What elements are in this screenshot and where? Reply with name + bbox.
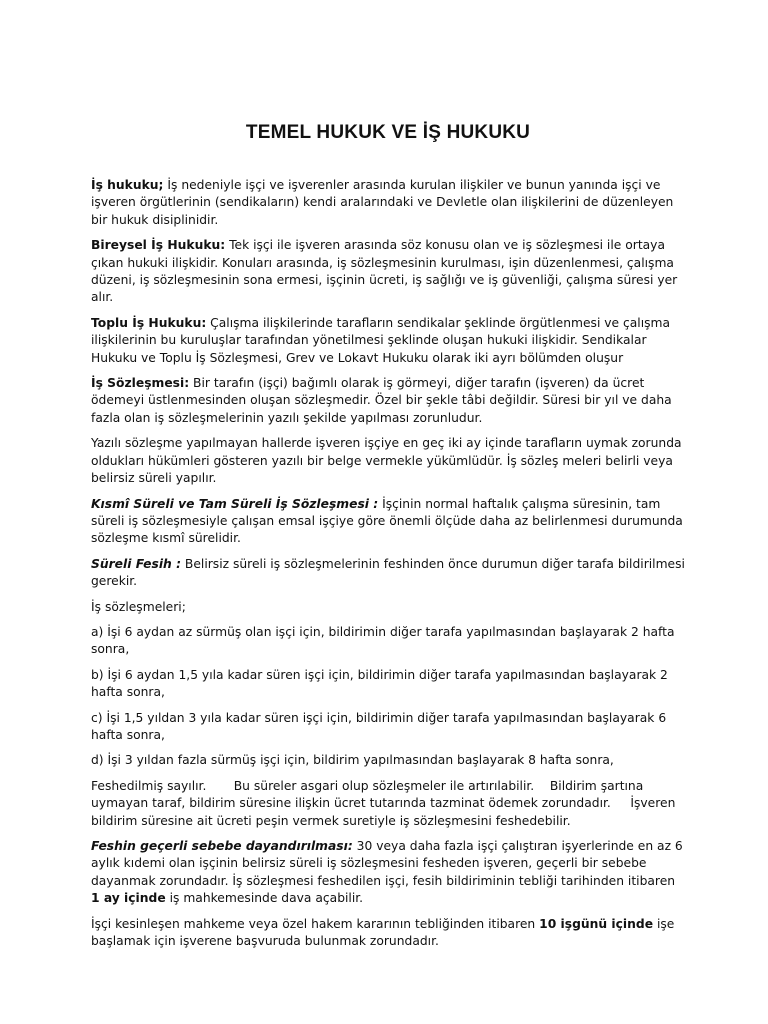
document-body	[91, 177, 685, 958]
deadline-10-isgunu: 10 işgünü içinde	[539, 916, 654, 931]
term-kismi-sureli: Kısmî Süreli ve Tam Süreli İş Sözleşmesi :	[91, 496, 379, 511]
paragraph-text: İşçi kesinleşen mahkeme veya özel hakem kararının tebliğinden itibaren	[91, 916, 540, 931]
paragraph-text: 30 veya daha fazla işçi çalıştıran işyerlerinde en az 6 aylık kıdemi olan işçinin belirsiz süreli iş sözleşmesini fesheden işveren, geçerli bir sebebe dayanmak zorundadır. İş sözleşmesi feshedilen işçi, fesih bildiriminin tebliği tarihinden itibaren	[91, 839, 683, 888]
list-item-a: a) İşi 6 aydan az sürmüş olan işçi için, bildirimin diğer tarafa yapılmasından başlayarak 2 hafta sonra,	[91, 624, 675, 657]
term-toplu-is-hukuku: Toplu İş Hukuku:	[91, 315, 207, 330]
list-item-d: d) İşi 3 yıldan fazla sürmüş işçi için, bildirim yapılmasından başlayarak 8 hafta sonra,	[91, 753, 614, 768]
paragraph-text: Çalışma ilişkilerinde tarafların sendikalar şeklinde örgütlenmesi ve çalışma ilişkilerinin bu kuruluşlar tarafından yönetilmesi şeklinde oluşan hukuki ilişkidir. Sendikalar Hukuku ve Toplu İş Sözleşmesi, Grev ve Lokavt Hukuku olarak iki ayrı bölümden oluşur	[91, 315, 671, 365]
paragraph-text: Belirsiz süreli iş sözleşmelerinin feshinden önce durumun diğer tarafa bildirilmesi gerekir.	[91, 556, 685, 589]
paragraph-is-hukuku	[91, 177, 685, 229]
paragraph-yazili-sozlesme: Yazılı sözleşme yapılmayan hallerde işveren işçiye en geç iki ay içinde tarafların uymak zorunda oldukları hükümleri gösteren yazılı bir belge vermekle yükümlüdür. İş sözleş meleri belirli veya belirsiz süreli yapılır.	[91, 436, 682, 486]
paragraph-toplu-is-hukuku	[91, 315, 685, 367]
paragraph-text: İş nedeniyle işçi ve işverenler arasında kurulan ilişkiler ve bunun yanında işçi ve işveren örgütlerinin (sendikaların) kendi aralarındaki ve Devletle olan ilişkilerini de düzenleyen bir hukuk disiplinidir.	[91, 178, 674, 227]
paragraph-gecerli-sebep	[91, 838, 685, 908]
paragraph-text: iş mahkemesinde dava açabilir.	[165, 891, 364, 906]
paragraph-kismi-sureli	[91, 496, 685, 548]
paragraph-text: Tek işçi ile işveren arasında söz konusu olan ve iş sözleşmesi ile ortaya çıkan hukuki ilişkidir. Konuları arasında, iş sözleşmesinin kurulması, işin düzenlenmesi, çalışma düzeni, iş sözleşmesinin sona ermesi, işçinin ücreti, iş sağlığı ve iş güvenliği, çalışma süresi yer alır.	[91, 238, 678, 305]
paragraph-text: Bir tarafın (işçi) bağımlı olarak iş görmeyi, diğer tarafın (işveren) da ücret ödemeyi üstlenmesinden oluşan sözleşmedir. Özel bir şekle tâbi değildir. Süresi bir yıl ve daha fazla olan iş sözleşmelerinin yazılı şekilde yapılması zorunludur.	[91, 376, 672, 425]
term-gecerli-sebep: Feshin geçerli sebebe dayandırılması:	[91, 839, 353, 853]
term-sureli-fesih: Süreli Fesih :	[91, 556, 181, 571]
document-title: TEMEL HUKUK VE İŞ HUKUKU	[245, 122, 531, 143]
list-item-b: b) İşi 6 aydan 1,5 yıla kadar süren işçi için, bildirimin diğer tarafa yapılmasından başlayarak 2 hafta sonra,	[91, 667, 668, 700]
deadline-1-ay: 1 ay içinde	[91, 891, 166, 906]
paragraph-sureli-fesih	[91, 556, 685, 591]
list-item-c: c) İşi 1,5 yıldan 3 yıla kadar süren işçi için, bildirimin diğer tarafa yapılmasından başlayarak 6 hafta sonra,	[91, 710, 667, 742]
paragraph-is-sozlesmeleri: İş sözleşmeleri;	[91, 599, 186, 614]
paragraph-text: işe başlamak için işverene başvuruda bulunmak zorundadır.	[91, 916, 675, 949]
paragraph-bireysel-is-hukuku	[91, 237, 685, 307]
term-bireysel-is-hukuku: Bireysel İş Hukuku:	[91, 238, 226, 253]
paragraph-text: İşçinin normal haftalık çalışma süresinin, tam süreli iş sözleşmesiyle çalışan emsal işçiye göre önemli ölçüde daha az belirlenmesi durumunda sözleşme kısmî sürelidir.	[91, 496, 683, 546]
term-is-sozlesmesi: İş Sözleşmesi:	[91, 376, 190, 391]
term-is-hukuku: İş hukuku;	[91, 178, 164, 192]
paragraph-ise-baslama	[91, 916, 685, 951]
paragraph-is-sozlesmesi	[91, 375, 685, 427]
paragraph-feshedilmis: Feshedilmiş sayılır. Bu süreler asgari olup sözleşmeler ile artırılabilir. Bildirim şartına uymayan taraf, bildirim süresine ilişkin ücret tutarında tazminat ödemek zorundadır. İşveren bildirim süresine ait ücreti peşin vermek suretiyle iş sözleşmesini feshedebilir.	[91, 778, 680, 828]
